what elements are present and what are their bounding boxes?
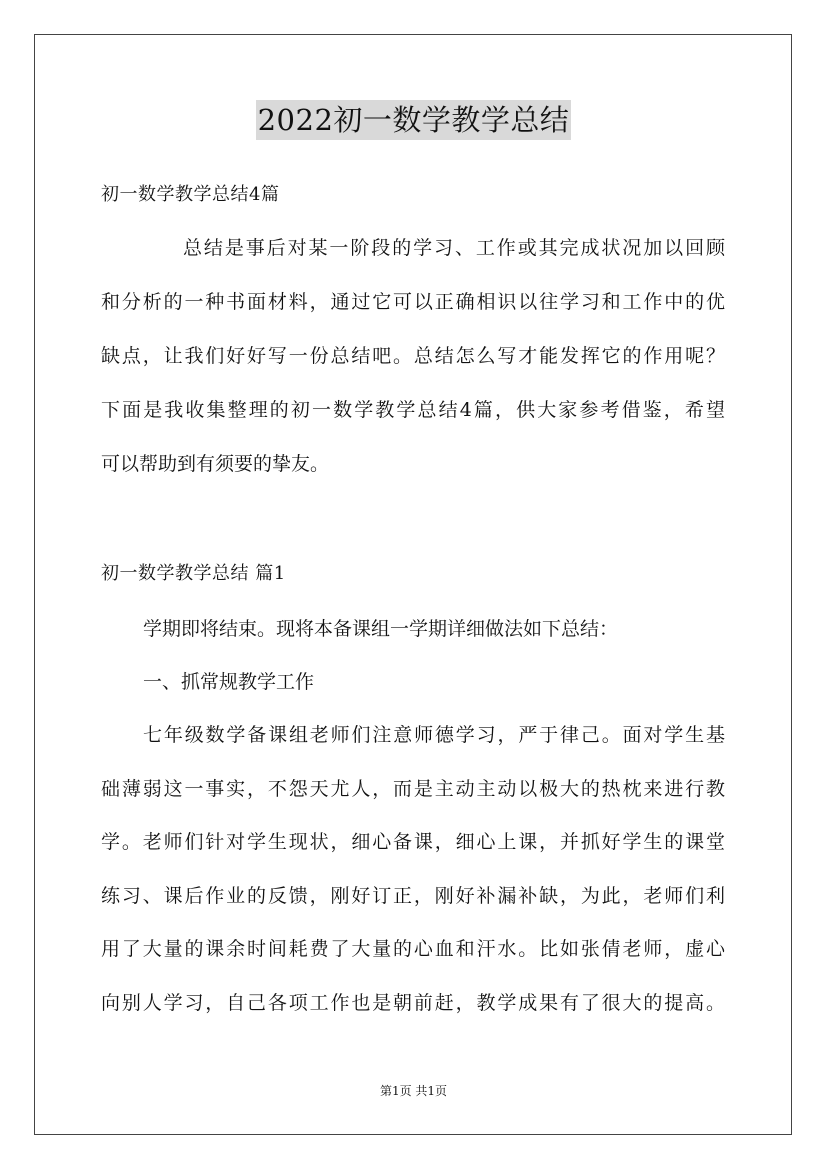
intro-line-3: 缺点，让我们好好写一份总结吧。总结怎么写才能发挥它的作用呢？ <box>101 345 725 367</box>
intro-line-1: 总结是事后对某一阶段的学习、工作或其完成状况加以回顾 <box>183 237 725 259</box>
document-subtitle: 初一数学教学总结4篇 <box>101 184 280 205</box>
page-footer: 第1页 共1页 <box>379 1084 448 1098</box>
section-heading: 初一数学教学总结 篇1 <box>101 563 286 584</box>
intro-line-5: 可以帮助到有须要的挚友。 <box>101 453 330 475</box>
body-line-1: 七年级数学备课组老师们注意师德学习，严于律己。面对学生基 <box>143 724 725 746</box>
document-title: 2022初一数学教学总结 <box>256 100 572 140</box>
body-line-4: 练习、课后作业的反馈，刚好订正，刚好补漏补缺，为此，老师们利 <box>101 885 725 907</box>
intro-line-2: 和分析的一种书面材料，通过它可以正确相识以往学习和工作中的优 <box>101 291 725 313</box>
section-intro: 学期即将结束。现将本备课组一学期详细做法如下总结： <box>143 618 619 640</box>
body-line-3: 学。老师们针对学生现状，细心备课，细心上课，并抓好学生的课堂 <box>101 831 725 853</box>
intro-line-4: 下面是我收集整理的初一数学教学总结4篇，供大家参考借鉴，希望 <box>101 399 725 421</box>
body-line-6: 向别人学习，自己各项工作也是朝前赶，教学成果有了很大的提高。 <box>101 992 725 1014</box>
body-line-2: 础薄弱这一事实，不怨天尤人，而是主动主动以极大的热枕来进行教 <box>101 778 725 800</box>
subsection-heading: 一、抓常规教学工作 <box>143 671 315 693</box>
body-line-5: 用了大量的课余时间耗费了大量的心血和汗水。比如张倩老师，虚心 <box>101 938 725 960</box>
title-container <box>0 100 827 140</box>
